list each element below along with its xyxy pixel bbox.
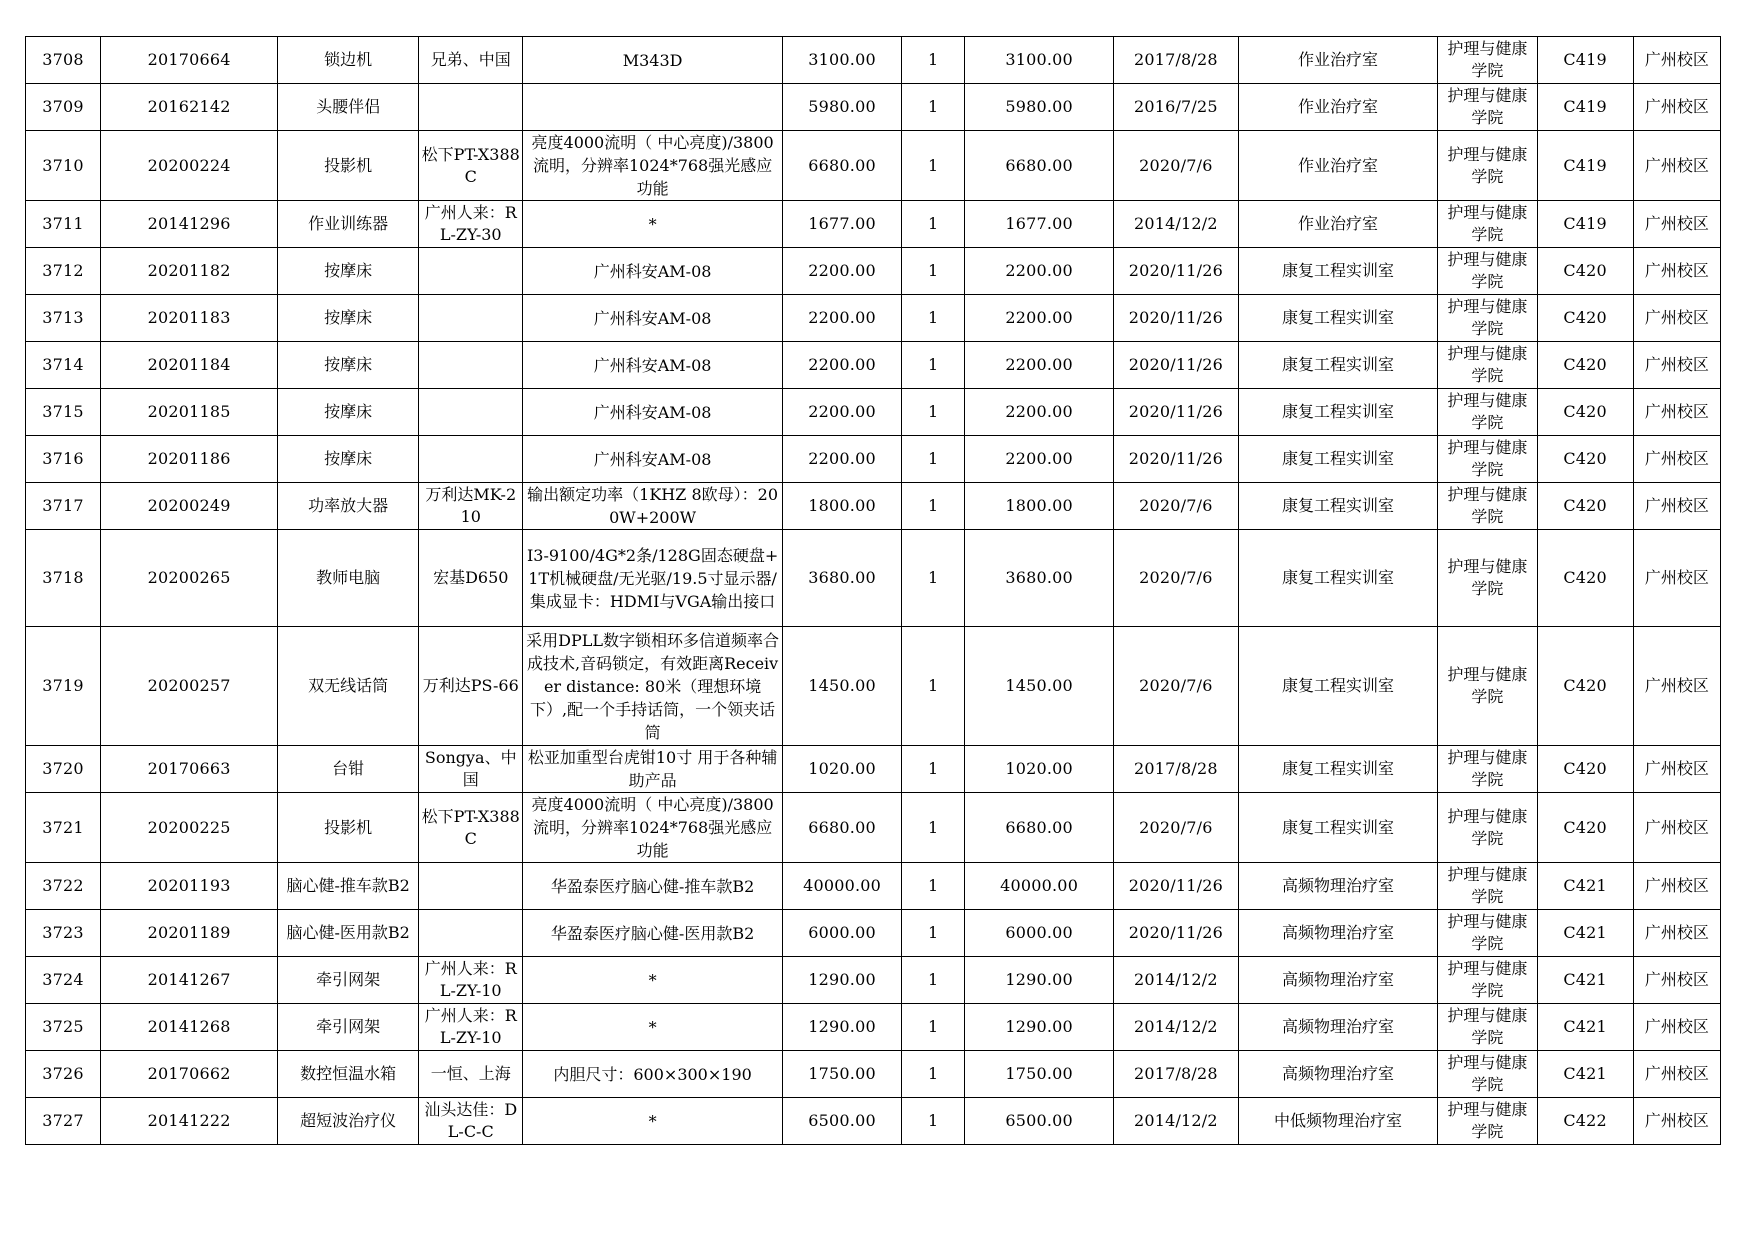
cell-purchase-date: 2020/11/26 [1114,295,1239,342]
cell-asset-number: 20141296 [100,201,277,248]
cell-brand-model [419,84,523,131]
table-row [26,746,1721,793]
cell-amount: 6500.00 [965,1098,1114,1145]
cell-purchase-date: 2020/7/6 [1114,530,1239,627]
cell-asset-name: 台钳 [278,746,419,793]
cell-unit-price: 1750.00 [782,1051,902,1098]
cell-asset-name: 投影机 [278,793,419,863]
cell-campus: 广州校区 [1633,1051,1720,1098]
cell-brand-model: 汕头达佳：DL-C-C [419,1098,523,1145]
cell-quantity: 1 [902,1051,965,1098]
cell-purchase-date: 2020/11/26 [1114,436,1239,483]
cell-campus: 广州校区 [1633,1098,1720,1145]
cell-brand-model: Songya、中国 [419,746,523,793]
cell-specification: 广州科安AM-08 [523,389,782,436]
cell-asset-name: 数控恒温水箱 [278,1051,419,1098]
cell-department: 护理与健康学院 [1438,957,1537,1004]
cell-campus: 广州校区 [1633,863,1720,910]
cell-asset-name: 作业训练器 [278,201,419,248]
cell-asset-name: 头腰伴侣 [278,84,419,131]
cell-department: 护理与健康学院 [1438,295,1537,342]
cell-location: 康复工程实训室 [1238,483,1438,530]
cell-brand-model: 万利达MK-210 [419,483,523,530]
cell-seq-number: 3719 [26,627,101,746]
cell-asset-name: 双无线话筒 [278,627,419,746]
cell-asset-name: 功率放大器 [278,483,419,530]
cell-campus: 广州校区 [1633,1004,1720,1051]
cell-location: 高频物理治疗室 [1238,1004,1438,1051]
cell-room: C420 [1537,436,1633,483]
table-row [26,1098,1721,1145]
cell-amount: 40000.00 [965,863,1114,910]
cell-location: 作业治疗室 [1238,131,1438,201]
cell-campus: 广州校区 [1633,910,1720,957]
cell-brand-model: 宏基D650 [419,530,523,627]
cell-asset-number: 20201189 [100,910,277,957]
cell-brand-model: 松下PT-X388C [419,131,523,201]
cell-purchase-date: 2020/7/6 [1114,131,1239,201]
cell-asset-name: 按摩床 [278,342,419,389]
cell-location: 康复工程实训室 [1238,530,1438,627]
cell-brand-model [419,389,523,436]
cell-department: 护理与健康学院 [1438,84,1537,131]
table-row [26,389,1721,436]
cell-campus: 广州校区 [1633,342,1720,389]
cell-amount: 2200.00 [965,248,1114,295]
cell-department: 护理与健康学院 [1438,248,1537,295]
cell-amount: 6000.00 [965,910,1114,957]
cell-unit-price: 6500.00 [782,1098,902,1145]
cell-campus: 广州校区 [1633,248,1720,295]
cell-asset-number: 20162142 [100,84,277,131]
cell-quantity: 1 [902,84,965,131]
cell-specification: 亮度4000流明（ 中心亮度)/3800流明，分辨率1024*768强光感应功能 [523,131,782,201]
cell-asset-name: 超短波治疗仪 [278,1098,419,1145]
cell-seq-number: 3726 [26,1051,101,1098]
cell-campus: 广州校区 [1633,131,1720,201]
cell-quantity: 1 [902,1004,965,1051]
cell-seq-number: 3711 [26,201,101,248]
cell-room: C420 [1537,530,1633,627]
cell-purchase-date: 2020/11/26 [1114,248,1239,295]
cell-unit-price: 6000.00 [782,910,902,957]
cell-room: C419 [1537,131,1633,201]
cell-specification: * [523,1098,782,1145]
cell-asset-number: 20201193 [100,863,277,910]
cell-location: 作业治疗室 [1238,84,1438,131]
cell-asset-name: 脑心健-推车款B2 [278,863,419,910]
cell-campus: 广州校区 [1633,84,1720,131]
cell-specification: 华盈泰医疗脑心健-推车款B2 [523,863,782,910]
cell-amount: 2200.00 [965,389,1114,436]
cell-amount: 6680.00 [965,131,1114,201]
cell-purchase-date: 2017/8/28 [1114,746,1239,793]
cell-amount: 1677.00 [965,201,1114,248]
cell-quantity: 1 [902,793,965,863]
cell-location: 高频物理治疗室 [1238,863,1438,910]
cell-brand-model [419,436,523,483]
cell-asset-number: 20200249 [100,483,277,530]
cell-brand-model: 松下PT-X388C [419,793,523,863]
cell-location: 康复工程实训室 [1238,342,1438,389]
cell-amount: 3100.00 [965,37,1114,84]
cell-asset-name: 锁边机 [278,37,419,84]
cell-brand-model [419,910,523,957]
cell-room: C421 [1537,910,1633,957]
cell-asset-number: 20141268 [100,1004,277,1051]
cell-campus: 广州校区 [1633,483,1720,530]
cell-seq-number: 3722 [26,863,101,910]
cell-department: 护理与健康学院 [1438,201,1537,248]
cell-department: 护理与健康学院 [1438,37,1537,84]
cell-seq-number: 3713 [26,295,101,342]
cell-asset-number: 20200265 [100,530,277,627]
cell-campus: 广州校区 [1633,957,1720,1004]
cell-purchase-date: 2016/7/25 [1114,84,1239,131]
cell-seq-number: 3727 [26,1098,101,1145]
cell-brand-model: 广州人来：RL-ZY-10 [419,957,523,1004]
cell-unit-price: 1800.00 [782,483,902,530]
cell-asset-name: 投影机 [278,131,419,201]
table-row [26,863,1721,910]
cell-purchase-date: 2020/11/26 [1114,389,1239,436]
cell-department: 护理与健康学院 [1438,627,1537,746]
cell-location: 作业治疗室 [1238,201,1438,248]
cell-amount: 2200.00 [965,295,1114,342]
cell-quantity: 1 [902,201,965,248]
cell-room: C420 [1537,793,1633,863]
cell-brand-model: 兄弟、中国 [419,37,523,84]
table-row [26,1051,1721,1098]
cell-unit-price: 2200.00 [782,248,902,295]
cell-room: C421 [1537,1004,1633,1051]
cell-seq-number: 3723 [26,910,101,957]
table-row [26,201,1721,248]
cell-room: C421 [1537,1051,1633,1098]
cell-brand-model [419,342,523,389]
cell-asset-number: 20170663 [100,746,277,793]
cell-purchase-date: 2020/7/6 [1114,483,1239,530]
cell-unit-price: 40000.00 [782,863,902,910]
cell-amount: 2200.00 [965,436,1114,483]
cell-unit-price: 1450.00 [782,627,902,746]
table-body [26,37,1721,1145]
table-row [26,84,1721,131]
cell-room: C422 [1537,1098,1633,1145]
cell-room: C419 [1537,84,1633,131]
cell-unit-price: 2200.00 [782,295,902,342]
cell-department: 护理与健康学院 [1438,1051,1537,1098]
cell-department: 护理与健康学院 [1438,793,1537,863]
cell-specification [523,84,782,131]
cell-room: C420 [1537,342,1633,389]
table-row [26,793,1721,863]
cell-seq-number: 3717 [26,483,101,530]
cell-unit-price: 6680.00 [782,793,902,863]
cell-specification: * [523,1004,782,1051]
cell-campus: 广州校区 [1633,436,1720,483]
cell-quantity: 1 [902,746,965,793]
cell-specification: * [523,201,782,248]
cell-unit-price: 3100.00 [782,37,902,84]
cell-asset-number: 20170664 [100,37,277,84]
table-row [26,483,1721,530]
cell-location: 康复工程实训室 [1238,295,1438,342]
cell-asset-number: 20141222 [100,1098,277,1145]
cell-unit-price: 1290.00 [782,957,902,1004]
table-row [26,1004,1721,1051]
cell-quantity: 1 [902,530,965,627]
cell-room: C421 [1537,863,1633,910]
cell-seq-number: 3716 [26,436,101,483]
cell-amount: 6680.00 [965,793,1114,863]
cell-room: C420 [1537,248,1633,295]
cell-seq-number: 3720 [26,746,101,793]
cell-specification: 广州科安AM-08 [523,436,782,483]
cell-amount: 5980.00 [965,84,1114,131]
cell-campus: 广州校区 [1633,295,1720,342]
cell-room: C420 [1537,295,1633,342]
cell-amount: 1290.00 [965,957,1114,1004]
cell-location: 康复工程实训室 [1238,627,1438,746]
cell-department: 护理与健康学院 [1438,863,1537,910]
cell-amount: 2200.00 [965,342,1114,389]
cell-seq-number: 3715 [26,389,101,436]
cell-quantity: 1 [902,863,965,910]
cell-department: 护理与健康学院 [1438,910,1537,957]
cell-seq-number: 3714 [26,342,101,389]
cell-specification: 内胆尺寸：600×300×190 [523,1051,782,1098]
cell-seq-number: 3724 [26,957,101,1004]
table-row [26,131,1721,201]
cell-room: C419 [1537,37,1633,84]
cell-quantity: 1 [902,627,965,746]
table-row [26,627,1721,746]
cell-asset-number: 20200257 [100,627,277,746]
cell-purchase-date: 2017/8/28 [1114,1051,1239,1098]
cell-brand-model: 广州人来：RL-ZY-10 [419,1004,523,1051]
cell-purchase-date: 2014/12/2 [1114,1098,1239,1145]
cell-quantity: 1 [902,1098,965,1145]
cell-seq-number: 3710 [26,131,101,201]
cell-brand-model: 广州人来：RL-ZY-30 [419,201,523,248]
cell-quantity: 1 [902,910,965,957]
cell-asset-name: 按摩床 [278,389,419,436]
cell-specification: 华盈泰医疗脑心健-医用款B2 [523,910,782,957]
cell-room: C419 [1537,201,1633,248]
cell-campus: 广州校区 [1633,793,1720,863]
cell-seq-number: 3708 [26,37,101,84]
cell-quantity: 1 [902,131,965,201]
cell-asset-number: 20201182 [100,248,277,295]
cell-campus: 广州校区 [1633,389,1720,436]
cell-unit-price: 2200.00 [782,436,902,483]
cell-department: 护理与健康学院 [1438,389,1537,436]
cell-asset-name: 按摩床 [278,295,419,342]
cell-location: 中低频物理治疗室 [1238,1098,1438,1145]
cell-amount: 1020.00 [965,746,1114,793]
cell-quantity: 1 [902,389,965,436]
cell-specification: M343D [523,37,782,84]
cell-brand-model: 万利达PS-66 [419,627,523,746]
cell-department: 护理与健康学院 [1438,131,1537,201]
cell-purchase-date: 2020/7/6 [1114,793,1239,863]
cell-specification: * [523,957,782,1004]
cell-unit-price: 1020.00 [782,746,902,793]
cell-specification: 广州科安AM-08 [523,342,782,389]
cell-asset-number: 20200224 [100,131,277,201]
cell-purchase-date: 2014/12/2 [1114,201,1239,248]
cell-unit-price: 2200.00 [782,342,902,389]
cell-campus: 广州校区 [1633,627,1720,746]
cell-room: C420 [1537,389,1633,436]
cell-purchase-date: 2020/11/26 [1114,342,1239,389]
asset-inventory-table [25,36,1721,1145]
cell-specification: 输出额定功率（1KHZ 8欧母）：200W+200W [523,483,782,530]
cell-specification: 采用DPLL数字锁相环多信道频率合成技术,音码锁定，有效距离Receiver distance: 80米（理想环境下）,配一个手持话筒，一个领夹话筒 [523,627,782,746]
cell-asset-number: 20201184 [100,342,277,389]
cell-department: 护理与健康学院 [1438,483,1537,530]
cell-brand-model [419,295,523,342]
table-row [26,910,1721,957]
cell-asset-name: 按摩床 [278,248,419,295]
cell-location: 康复工程实训室 [1238,793,1438,863]
cell-amount: 3680.00 [965,530,1114,627]
cell-seq-number: 3721 [26,793,101,863]
cell-location: 康复工程实训室 [1238,746,1438,793]
cell-campus: 广州校区 [1633,530,1720,627]
cell-room: C420 [1537,483,1633,530]
cell-location: 高频物理治疗室 [1238,957,1438,1004]
cell-asset-number: 20201185 [100,389,277,436]
cell-amount: 1290.00 [965,1004,1114,1051]
cell-room: C420 [1537,746,1633,793]
cell-purchase-date: 2014/12/2 [1114,957,1239,1004]
cell-room: C420 [1537,627,1633,746]
cell-location: 高频物理治疗室 [1238,1051,1438,1098]
cell-room: C421 [1537,957,1633,1004]
cell-department: 护理与健康学院 [1438,746,1537,793]
cell-seq-number: 3718 [26,530,101,627]
cell-asset-name: 按摩床 [278,436,419,483]
cell-department: 护理与健康学院 [1438,1004,1537,1051]
cell-campus: 广州校区 [1633,37,1720,84]
cell-specification: I3-9100/4G*2条/128G固态硬盘+1T机械硬盘/无光驱/19.5寸显示器/集成显卡：HDMI与VGA输出接口 [523,530,782,627]
cell-specification: 广州科安AM-08 [523,295,782,342]
cell-specification: 广州科安AM-08 [523,248,782,295]
cell-department: 护理与健康学院 [1438,342,1537,389]
cell-purchase-date: 2020/11/26 [1114,910,1239,957]
cell-location: 康复工程实训室 [1238,389,1438,436]
cell-unit-price: 1677.00 [782,201,902,248]
cell-quantity: 1 [902,248,965,295]
cell-location: 高频物理治疗室 [1238,910,1438,957]
table-row [26,957,1721,1004]
cell-purchase-date: 2014/12/2 [1114,1004,1239,1051]
cell-asset-number: 20200225 [100,793,277,863]
cell-unit-price: 1290.00 [782,1004,902,1051]
cell-seq-number: 3712 [26,248,101,295]
table-row [26,37,1721,84]
cell-purchase-date: 2017/8/28 [1114,37,1239,84]
cell-location: 康复工程实训室 [1238,436,1438,483]
table-row [26,248,1721,295]
cell-asset-number: 20201183 [100,295,277,342]
cell-asset-name: 牵引网架 [278,1004,419,1051]
cell-quantity: 1 [902,957,965,1004]
cell-department: 护理与健康学院 [1438,436,1537,483]
cell-department: 护理与健康学院 [1438,1098,1537,1145]
cell-asset-number: 20141267 [100,957,277,1004]
cell-campus: 广州校区 [1633,746,1720,793]
cell-purchase-date: 2020/7/6 [1114,627,1239,746]
cell-unit-price: 3680.00 [782,530,902,627]
table-row [26,342,1721,389]
cell-seq-number: 3709 [26,84,101,131]
cell-quantity: 1 [902,295,965,342]
table-row [26,295,1721,342]
cell-unit-price: 5980.00 [782,84,902,131]
table-row [26,436,1721,483]
cell-location: 康复工程实训室 [1238,248,1438,295]
table-row [26,530,1721,627]
cell-purchase-date: 2020/11/26 [1114,863,1239,910]
cell-quantity: 1 [902,436,965,483]
cell-seq-number: 3725 [26,1004,101,1051]
cell-asset-name: 牵引网架 [278,957,419,1004]
cell-asset-name: 脑心健-医用款B2 [278,910,419,957]
cell-unit-price: 2200.00 [782,389,902,436]
cell-asset-name: 教师电脑 [278,530,419,627]
cell-quantity: 1 [902,483,965,530]
cell-quantity: 1 [902,37,965,84]
cell-unit-price: 6680.00 [782,131,902,201]
cell-asset-number: 20201186 [100,436,277,483]
cell-location: 作业治疗室 [1238,37,1438,84]
cell-amount: 1450.00 [965,627,1114,746]
cell-specification: 亮度4000流明（ 中心亮度)/3800流明，分辨率1024*768强光感应功能 [523,793,782,863]
cell-asset-number: 20170662 [100,1051,277,1098]
cell-brand-model: 一恒、上海 [419,1051,523,1098]
cell-brand-model [419,248,523,295]
cell-amount: 1800.00 [965,483,1114,530]
cell-brand-model [419,863,523,910]
cell-amount: 1750.00 [965,1051,1114,1098]
cell-campus: 广州校区 [1633,201,1720,248]
cell-quantity: 1 [902,342,965,389]
cell-department: 护理与健康学院 [1438,530,1537,627]
cell-specification: 松亚加重型台虎钳10寸 用于各种辅助产品 [523,746,782,793]
